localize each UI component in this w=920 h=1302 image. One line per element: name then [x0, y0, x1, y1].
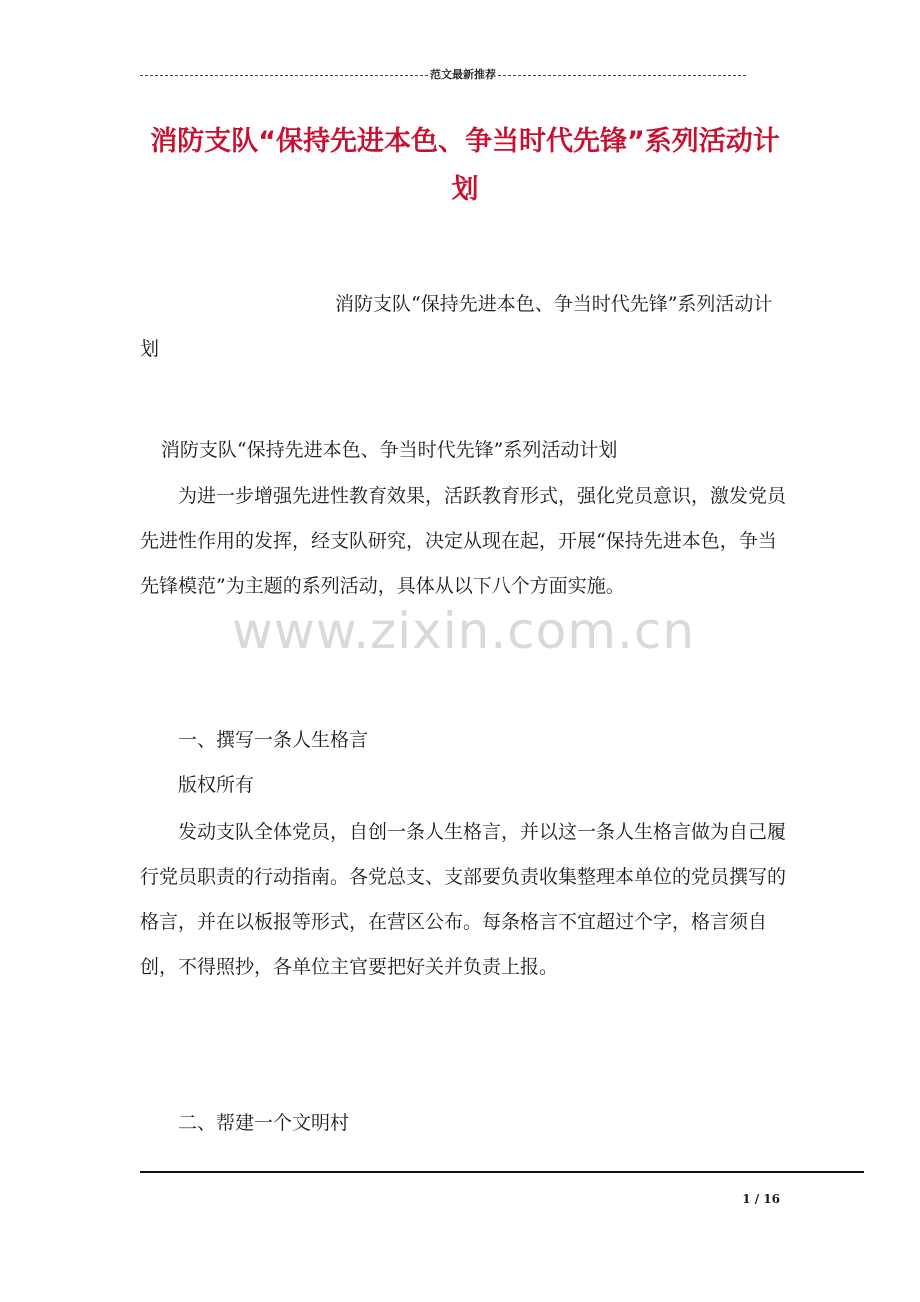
- subtitle: 消防支队“保持先进本色、争当时代先锋”系列活动计划: [140, 293, 773, 360]
- footer-rule: [140, 1171, 864, 1173]
- header-dash-left: [140, 75, 428, 76]
- watermark: www.zixin.com.cn: [232, 602, 696, 660]
- intro-paragraph: 为进一步增强先进性教育效果，活跃教育形式，强化党员意识，激发党员先进性作用的发挥，经支队研究，决定从现在起，开展“保持先进本色，争当先锋模范”为主题的系列活动，具体从以下八个方面实施。: [140, 485, 787, 597]
- section1-heading: 一、撰写一条人生格言: [178, 729, 369, 751]
- document-title: 消防支队“保持先进本色、争当时代先锋”系列活动计划: [150, 126, 780, 205]
- section1-body: 发动支队全体党员，自创一条人生格言，并以这一条人生格言做为自己履行党员职责的行动指南。各党总支、支部要负责收集整理本单位的党员撰写的格言，并在以板报等形式，在营区公布。每条格言不宜超过个字，格言须自创，不得照抄，各单位主官要把好关并负责上报。: [140, 821, 787, 978]
- intro-heading: 消防支队“保持先进本色、争当时代先锋”系列活动计划: [160, 439, 618, 461]
- page-header: [140, 68, 770, 82]
- header-label: 范文最新推荐: [430, 68, 496, 81]
- section1-note: 版权所有: [178, 774, 255, 796]
- section2-heading: 二、帮建一个文明村: [178, 1112, 350, 1134]
- header-dash-right: [498, 75, 746, 76]
- page-number: 1 / 16: [742, 1192, 780, 1206]
